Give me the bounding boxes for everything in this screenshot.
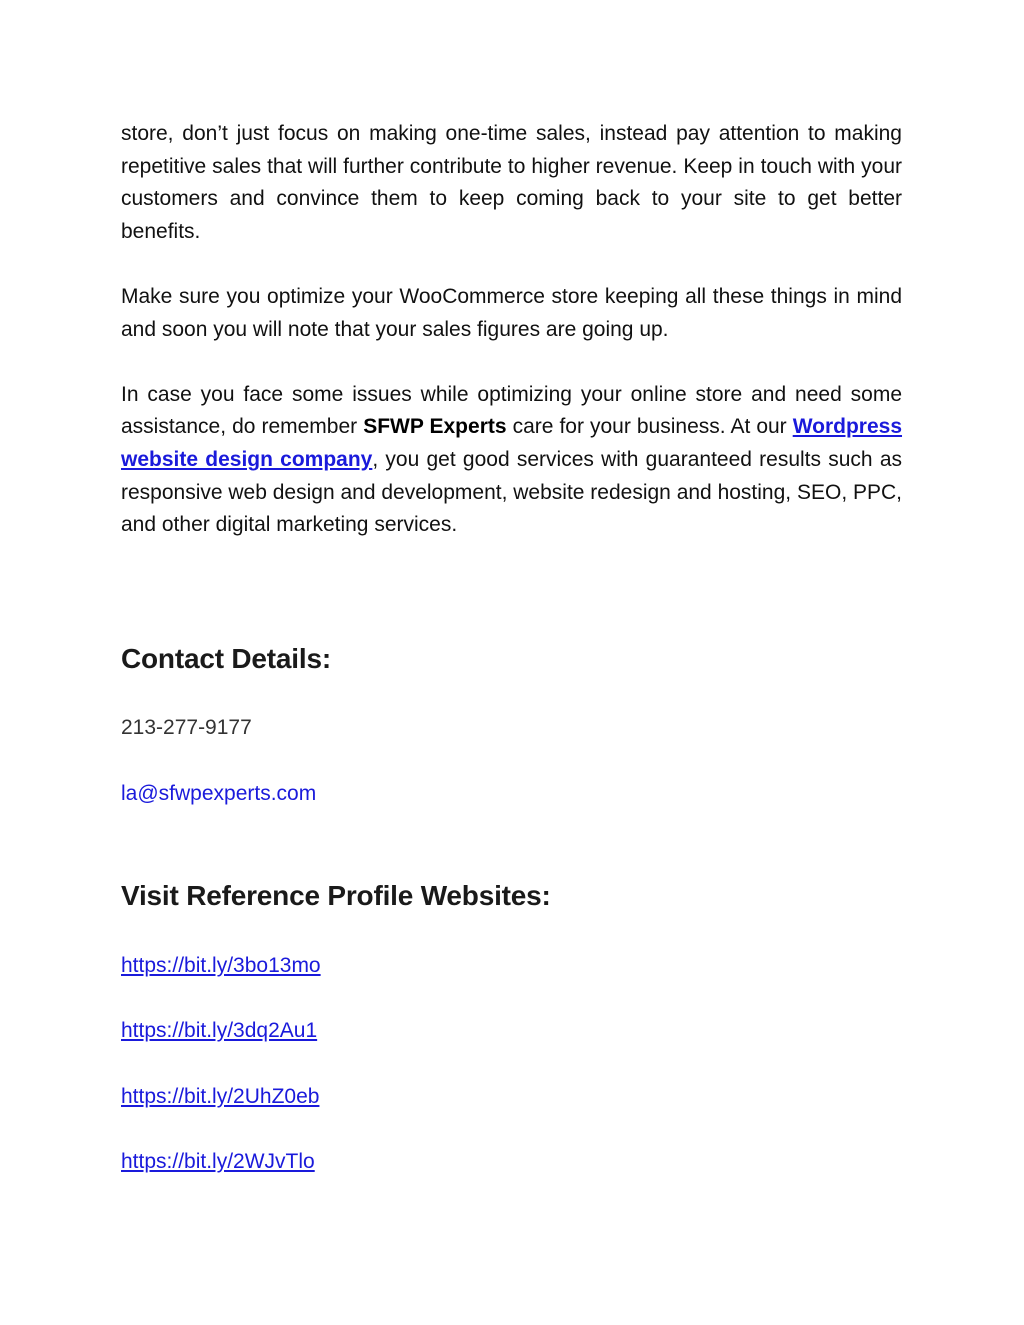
email-link[interactable]: la@sfwpexperts.com <box>121 782 317 805</box>
reference-link[interactable]: https://bit.ly/2UhZ0eb <box>121 1085 320 1108</box>
phone-number: 213-277-9177 <box>121 716 252 739</box>
paragraph-optimize-store: Make sure you optimize your WooCommerce store keeping all these things in mind and soon you will note that your sales figures are going up. <box>121 284 902 341</box>
wordpress-design-company-link[interactable]: Wordpress website design company <box>121 415 903 471</box>
reference-websites-heading: Visit Reference Profile Websites: <box>121 880 551 911</box>
reference-link[interactable]: https://bit.ly/2WJvTlo <box>121 1150 315 1173</box>
paragraph-assistance-text-3: , you get good services with guaranteed results such as responsive web design and development, website redesign and hosting, SEO, PPC, and other digital marketing services. <box>121 447 902 537</box>
reference-link[interactable]: https://bit.ly/3bo13mo <box>121 954 321 977</box>
paragraph-assistance-text-1: In case you face some issues while optimizing your online store and need some assistance, do remember <box>121 382 902 439</box>
document-body <box>121 118 902 542</box>
paragraph-repeat-sales: store, don’t just focus on making one-time sales, instead pay attention to making repetitive sales that will further contribute to higher revenue. Keep in touch with your customers and convince them to keep coming back to your site to get better benefits. <box>121 122 902 243</box>
paragraph-assistance-text-2: care for your business. At our <box>506 415 793 439</box>
paragraph-assistance <box>121 379 902 542</box>
brand-name: SFWP Experts <box>363 415 507 439</box>
contact-details-heading: Contact Details: <box>121 643 331 674</box>
reference-link[interactable]: https://bit.ly/3dq2Au1 <box>121 1019 318 1042</box>
